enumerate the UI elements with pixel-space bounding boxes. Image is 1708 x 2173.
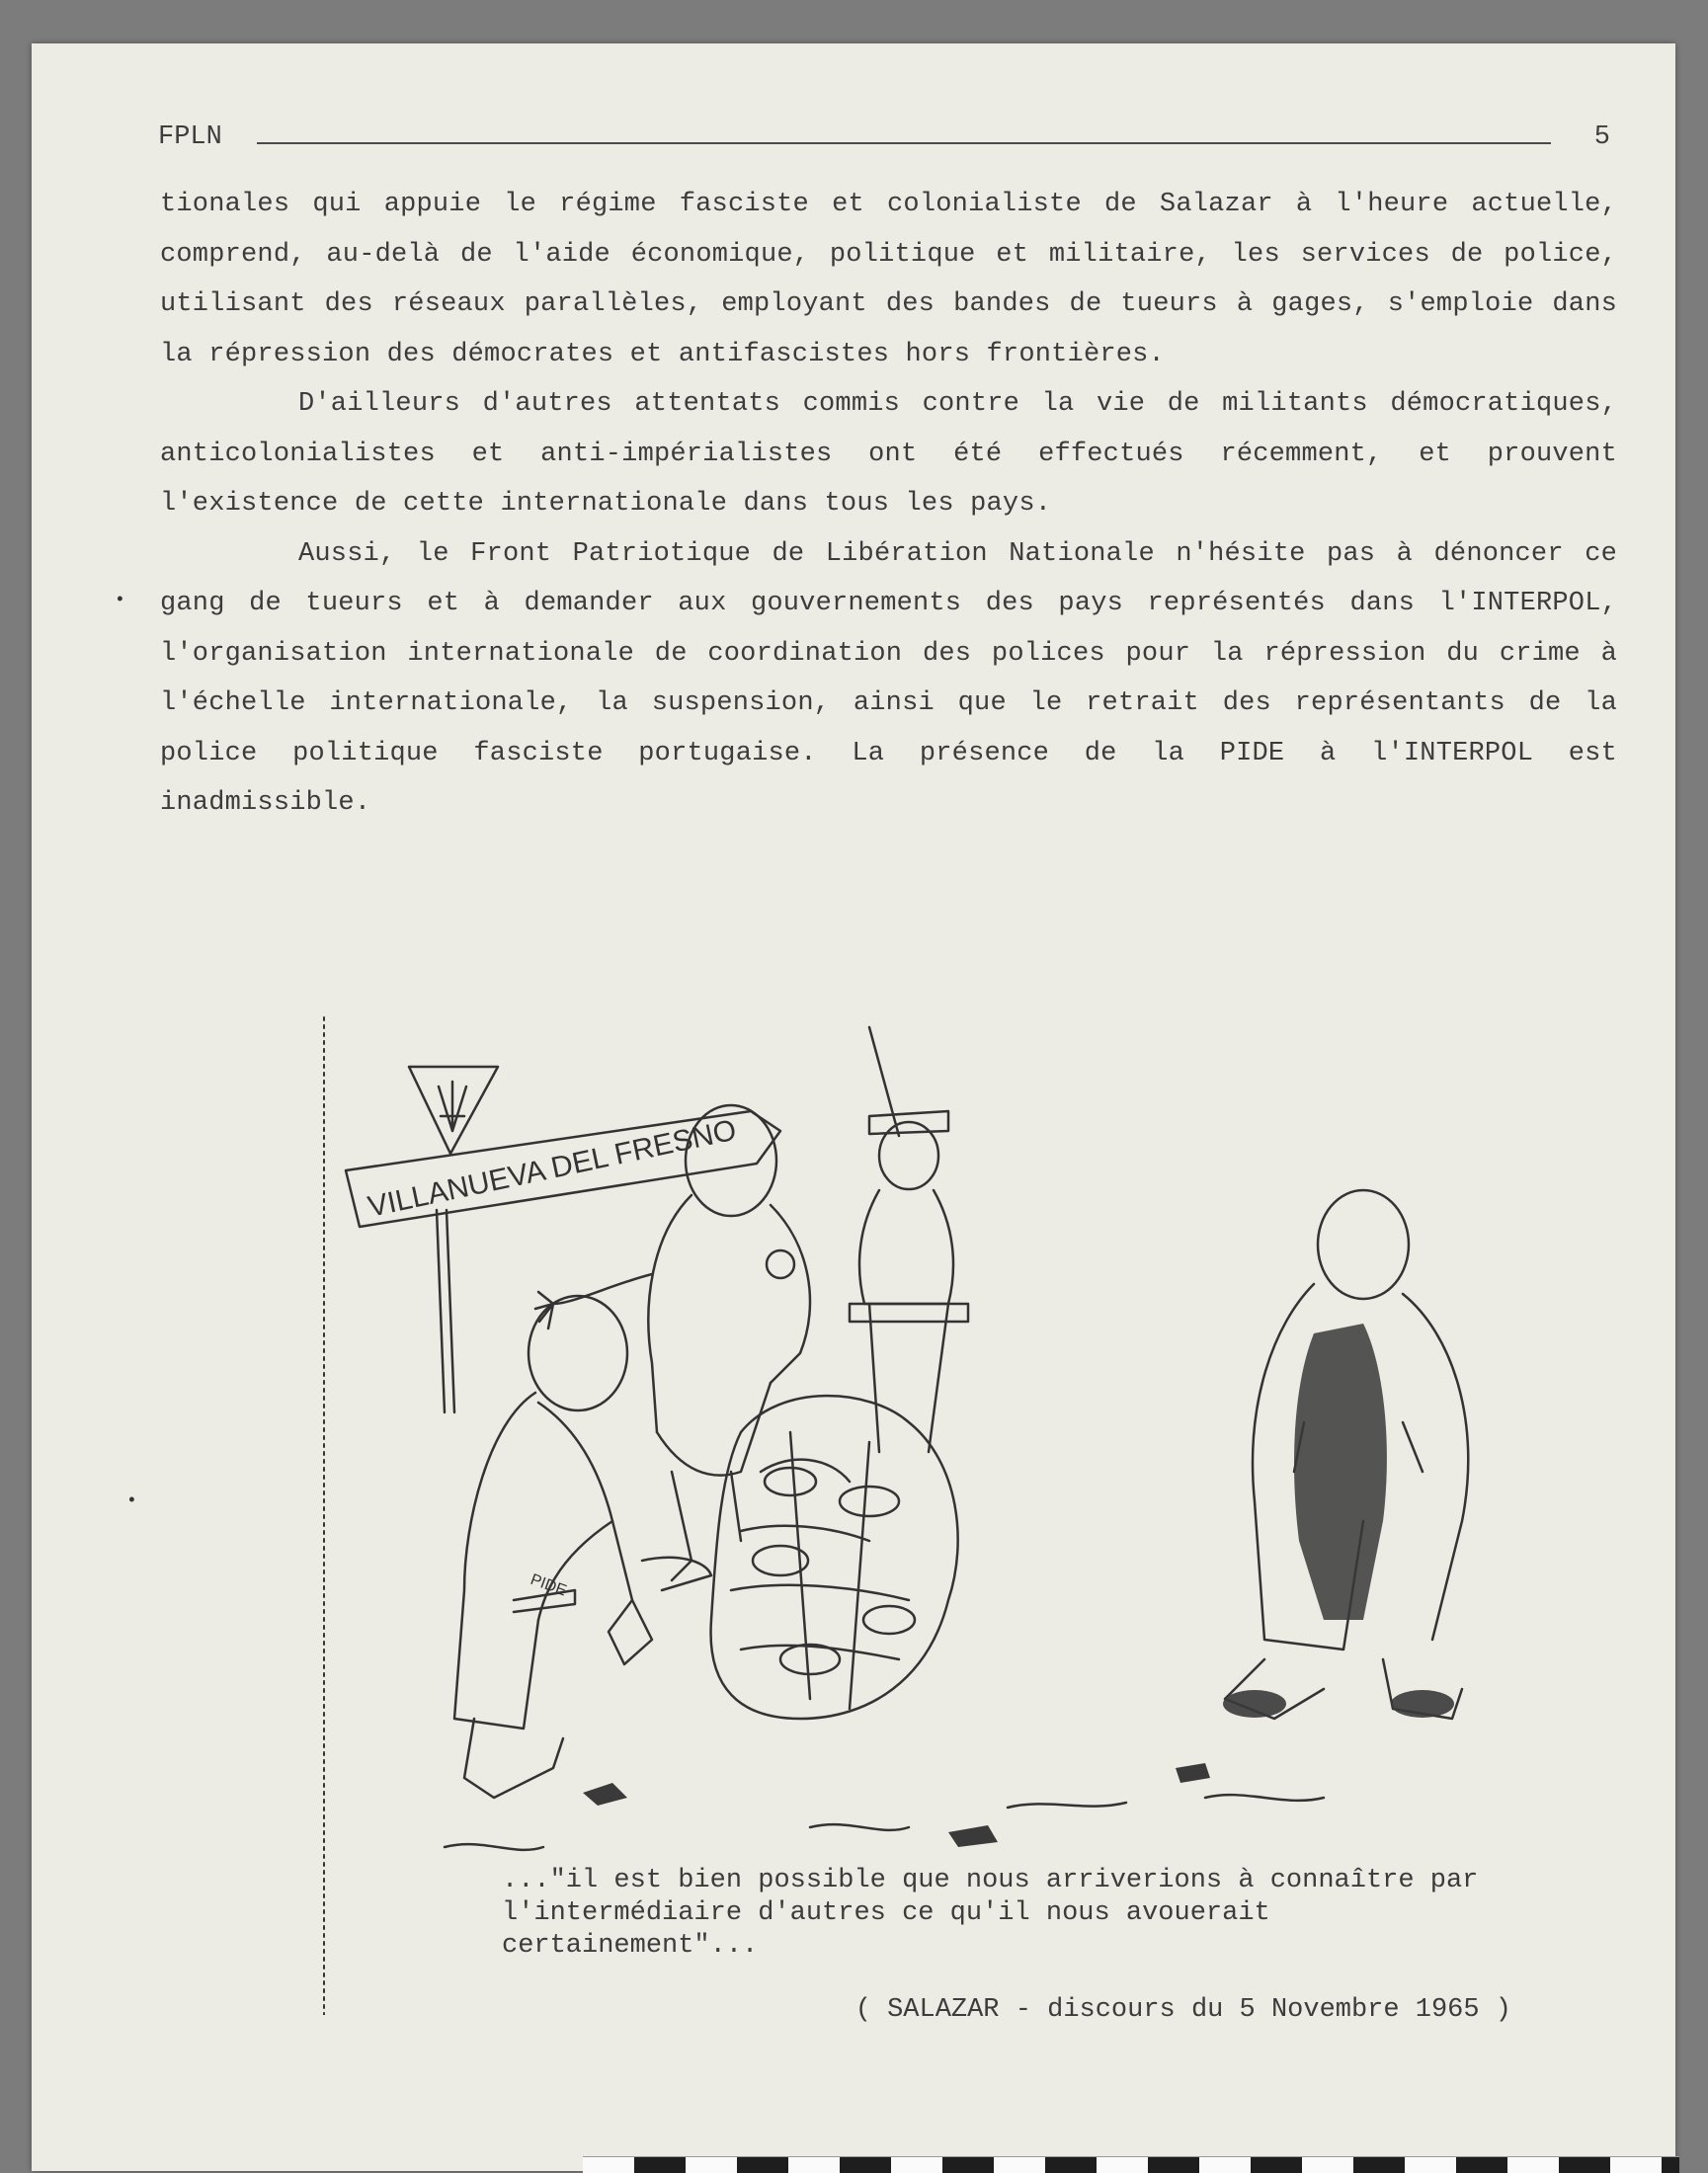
political-cartoon	[316, 1007, 1620, 2015]
scale-ruler	[583, 2156, 1679, 2173]
page-number: 5	[1593, 122, 1610, 152]
paragraph-3: Aussi, le Front Patriotique de Libération Nationale n'hésite pas à dénoncer ce gang de tueurs et à demander aux gouvernements des pays représentés dans l'INTERPOL, l'organisation internationale de coordination des polices pour la répression du crime à l'échelle internationale, la suspension, ainsi que le retrait des représentants de la police politique fasciste portugaise. La présence de la PIDE à l'INTERPOL est inadmissible.	[160, 538, 1617, 818]
running-header	[158, 121, 1610, 160]
header-rule	[257, 142, 1551, 144]
header-left-label: FPLN	[158, 122, 222, 152]
cartoon-drawing	[316, 1007, 1620, 2015]
road-sign-text: VILLANUEVA DEL FRESNO	[365, 1113, 740, 1224]
pide-armband-label: PIDE	[528, 1570, 569, 1600]
cartoon-caption: ..."il est bien possible que nous arriverions à connaître par l'intermédiaire d'autres ce qu'il nous avouerait certainement"...	[502, 1866, 1479, 1961]
margin-dot: •	[126, 1491, 137, 1511]
paragraph-1: tionales qui appuie le régime fasciste et colonialiste de Salazar à l'heure actuelle, comprend, au-delà de l'aide économique, politique et militaire, les services de police, utilisant des réseaux parallèles, employant des bandes de tueurs à gages, s'emploie dans la répression des démocrates et antifascistes hors frontières.	[160, 190, 1617, 369]
margin-dot: •	[115, 591, 125, 610]
paragraph-2: D'ailleurs d'autres attentats commis contre la vie de militants démocratiques, anticolonialistes et anti-impérialistes ont été effectués récemment, et prouvent l'existence de cette internationale dans tous les pays.	[160, 389, 1617, 519]
body-text	[160, 180, 1617, 829]
cartoon-attribution: ( SALAZAR - discours du 5 Novembre 1965 )	[854, 1995, 1511, 2025]
